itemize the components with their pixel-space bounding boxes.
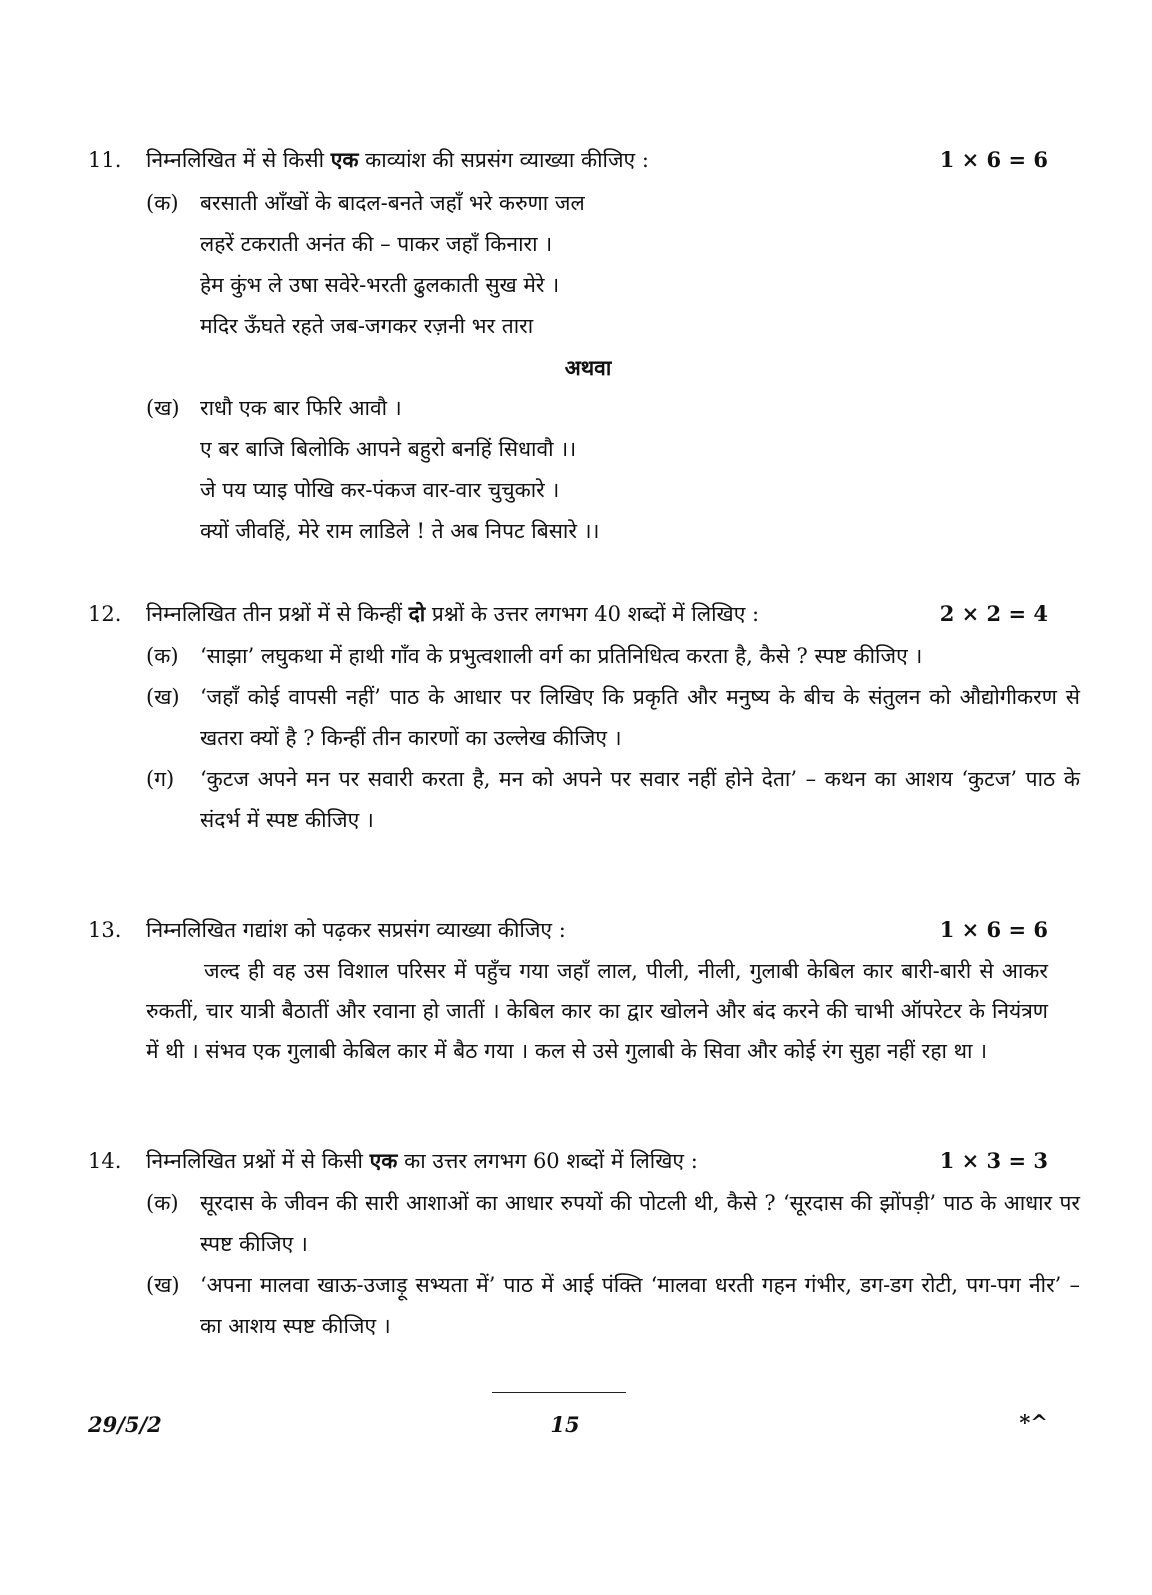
question-marks: 1 × 6 = 6 [939,917,1048,942]
question-12-part-c [88,759,1080,841]
question-text-emphasis: एक [369,1148,398,1173]
or-separator: अथवा [564,355,612,380]
poem-line: मदिर ऊँघते रहते जब-जगकर रज़नी भर तारा [200,314,534,338]
question-marks: 1 × 6 = 6 [939,147,1048,172]
question-number: 11. [88,148,122,172]
question-number: 12. [88,602,122,626]
poem-stanza [200,183,1080,347]
question-text-part: निम्नलिखित प्रश्नों में से किसी [146,1149,370,1173]
question-text-part: निम्नलिखित तीन प्रश्नों में से किन्हीं [146,602,409,626]
footer-mark: *^ [1019,1410,1048,1435]
question-text: निम्नलिखित गद्यांश को पढ़कर सप्रसंग व्याख्या कीजिए : [146,918,566,942]
question-11-header [88,140,1048,180]
poem-line: बरसाती आँखों के बादल-बनते जहाँ भरे करुणा जल [200,191,585,215]
question-11 [88,140,1048,552]
poem-line: राधौ एक बार फिरि आवौ । [200,396,402,420]
prose-passage [146,951,1048,1071]
question-14-part-b [88,1265,1080,1347]
question-marks: 1 × 3 = 3 [939,1148,1048,1173]
poem-line: जे पय प्याइ पोखि कर-पंकज वार-वार चुचुकारे । [200,478,560,502]
question-11-part-b [88,388,1048,552]
poem-line: क्यों जीवहिं, मेरे राम लाडिले ! ते अब निपट बिसारे ।। [200,519,600,543]
part-label: (ख) [146,1273,180,1297]
part-label: (ग) [146,767,175,791]
part-label: (ख) [146,396,180,420]
question-11-part-a [88,183,1048,347]
part-text: सूरदास के जीवन की सारी आशाओं का आधार रुपयों की पोटली थी, कैसे ? ‘सूरदास की झोंपड़ी’ पाठ के आधार पर स्पष्ट कीजिए । [200,1191,1080,1256]
passage-text: जल्द ही वह उस विशाल परिसर में पहुँच गया जहाँ लाल, पीली, नीली, गुलाबी केबिल कार बारी-बारी से आकर रुकतीं, चार यात्री बैठातीं और रवाना हो जातीं । केबिल कार का द्वार खोलने और बंद करने की चाभी ऑपरेटर के नियंत्रण में थी । संभव एक गुलाबी केबिल कार में बैठ गया । कल से उसे गुलाबी के सिवा और कोई रंग सुहा नहीं रहा था । [146,959,1048,1063]
part-label: (क) [146,644,179,668]
part-text: ‘कुटज अपने मन पर सवारी करता है, मन को अपने पर सवार नहीं होने देता’ – कथन का आशय ‘कुटज’ पाठ के संदर्भ में स्पष्ट कीजिए । [200,767,1080,832]
question-14-header [88,1141,1048,1181]
part-text: ‘साझा’ लघुकथा में हाथी गाँव के प्रभुत्वशाली वर्ग का प्रतिनिधित्व करता है, कैसे ? स्पष्ट कीजिए । [200,644,923,668]
question-text [146,1141,698,1181]
paper-code: 29/5/2 [88,1412,162,1437]
poem-line: लहरें टकराती अनंत की – पाकर जहाँ किनारा । [200,232,553,256]
question-text-part: का उत्तर लगभग 60 शब्दों में लिखिए : [397,1149,698,1173]
page-number: 15 [550,1412,580,1437]
question-text [146,594,759,634]
question-text [146,140,649,180]
poem-line: ए बर बाजि बिलोकि आपने बहुरो बनहिं सिधावौ ।। [200,437,577,461]
question-text-part: काव्यांश की सप्रसंग व्याख्या कीजिए : [358,148,649,172]
part-label: (क) [146,191,179,215]
part-label: (क) [146,1191,179,1215]
question-13 [88,910,1048,1071]
question-12 [88,594,1080,841]
poem-stanza [200,388,1080,552]
question-marks: 2 × 2 = 4 [939,601,1048,626]
question-text-part: निम्नलिखित में से किसी [146,148,331,172]
question-14-part-a [88,1183,1080,1265]
question-number: 13. [88,918,122,942]
part-label: (ख) [146,685,180,709]
part-text: ‘जहाँ कोई वापसी नहीं’ पाठ के आधार पर लिखिए कि प्रकृति और मनुष्य के बीच के संतुलन को औद्योगीकरण से खतरा क्यों है ? किन्हीं तीन कारणों का उल्लेख कीजिए । [200,685,1080,750]
question-12-header [88,594,1048,634]
question-12-part-a [88,636,1048,677]
question-number: 14. [88,1149,122,1173]
poem-line: हेम कुंभ ले उषा सवेरे-भरती ढुलकाती सुख मेरे । [200,273,560,297]
question-text-part: प्रश्नों के उत्तर लगभग 40 शब्दों में लिखिए : [425,602,760,626]
part-text: ‘अपना मालवा खाऊ-उजाड़ू सभ्यता में’ पाठ में आई पंक्ति ‘मालवा धरती गहन गंभीर, डग-डग रोटी, पग-पग नीर’ – का आशय स्पष्ट कीजिए । [200,1273,1080,1338]
question-14 [88,1141,1080,1347]
question-13-header [88,910,1048,950]
question-text-emphasis: एक [330,147,359,172]
question-12-part-b [88,677,1080,759]
question-text-emphasis: दो [408,601,426,626]
footer-divider [492,1392,626,1393]
